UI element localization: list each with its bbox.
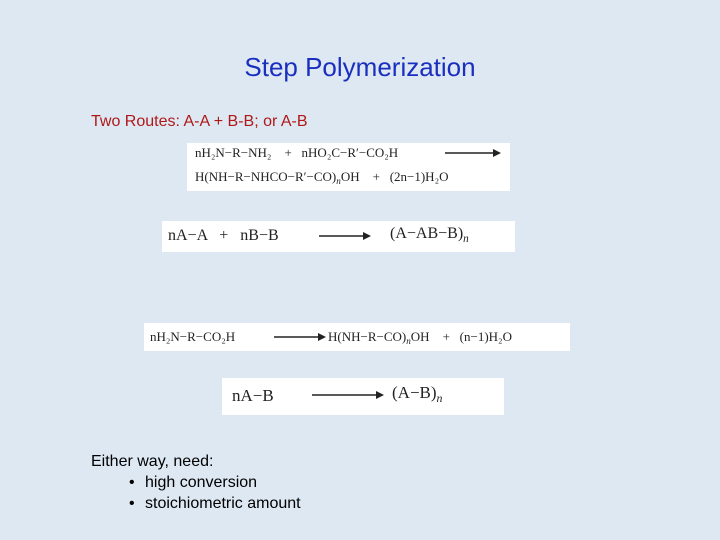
requirements-intro: Either way, need:	[91, 453, 214, 470]
routes-text: Two Routes: A-A + B-B; or A-B	[91, 113, 308, 130]
eq4-reactant-ab: nA−B	[232, 386, 274, 405]
eq3-bracket-close: )	[401, 329, 407, 344]
eq1-bracket-close: )	[331, 169, 337, 184]
requirement-text: high conversion	[145, 474, 258, 491]
eq2-bracket-open: (	[390, 225, 396, 242]
eq2-reactant-bb: nB−B	[240, 227, 279, 244]
requirements-block	[91, 451, 301, 514]
eq4-bracket-open: (	[392, 383, 398, 402]
eq4-subscript-n: n	[436, 391, 443, 406]
eq1-plus-water: +	[372, 169, 380, 184]
requirement-text: stoichiometric amount	[145, 495, 301, 512]
equation-amino-acid	[144, 323, 570, 351]
eq1-plus: +	[284, 145, 292, 160]
eq1-arrow	[445, 148, 501, 158]
eq2-plus: +	[219, 227, 229, 244]
eq2-arrow	[319, 231, 371, 241]
eq3-plus: +	[442, 329, 450, 344]
eq1-reactant-diamine: nH₂N−R−NH₂	[195, 145, 272, 160]
equation-diamine-diacid	[187, 143, 510, 191]
eq2-reactant-aa: nA−A	[168, 227, 208, 244]
eq1-reactant-diacid: nHO₂C−R′−CO₂H	[301, 145, 399, 160]
requirement-item	[91, 472, 301, 493]
eq1-product-repeat: NH−R−NHCO−R′−CO	[208, 169, 332, 184]
eq4-bracket-close: )	[430, 383, 437, 402]
eq2-bracket-close: )	[457, 225, 464, 242]
eq1-product-h: H	[195, 169, 205, 184]
eq2-product-repeat: A−AB−B	[395, 225, 458, 242]
eq3-bracket-open: (	[337, 329, 342, 344]
slide-title: Step Polymerization	[244, 52, 476, 82]
eq1-subscript-n: n	[336, 176, 341, 187]
equation-ab	[222, 378, 504, 415]
eq1-water: (2n−1)H₂O	[389, 169, 449, 184]
eq3-subscript-n: n	[406, 336, 411, 347]
requirement-item	[91, 493, 301, 514]
eq1-product-oh: OH	[340, 169, 360, 184]
eq2-subscript-n: n	[463, 232, 469, 245]
eq4-product-repeat: A−B	[397, 383, 431, 402]
eq3-reactant-amino-acid: nH₂N−R−CO₂H	[150, 329, 236, 344]
eq3-product-repeat: NH−R−CO	[341, 329, 402, 344]
eq4-arrow	[312, 390, 384, 400]
eq3-product-h: H	[328, 329, 338, 344]
bullet-dot: •	[129, 474, 135, 491]
bullet-dot: •	[129, 495, 135, 512]
eq3-product-oh: OH	[410, 329, 430, 344]
eq1-bracket-open: (	[204, 169, 209, 184]
eq3-water: (n−1)H₂O	[459, 329, 512, 344]
eq3-arrow	[274, 332, 326, 342]
equation-aa-bb	[162, 221, 515, 252]
